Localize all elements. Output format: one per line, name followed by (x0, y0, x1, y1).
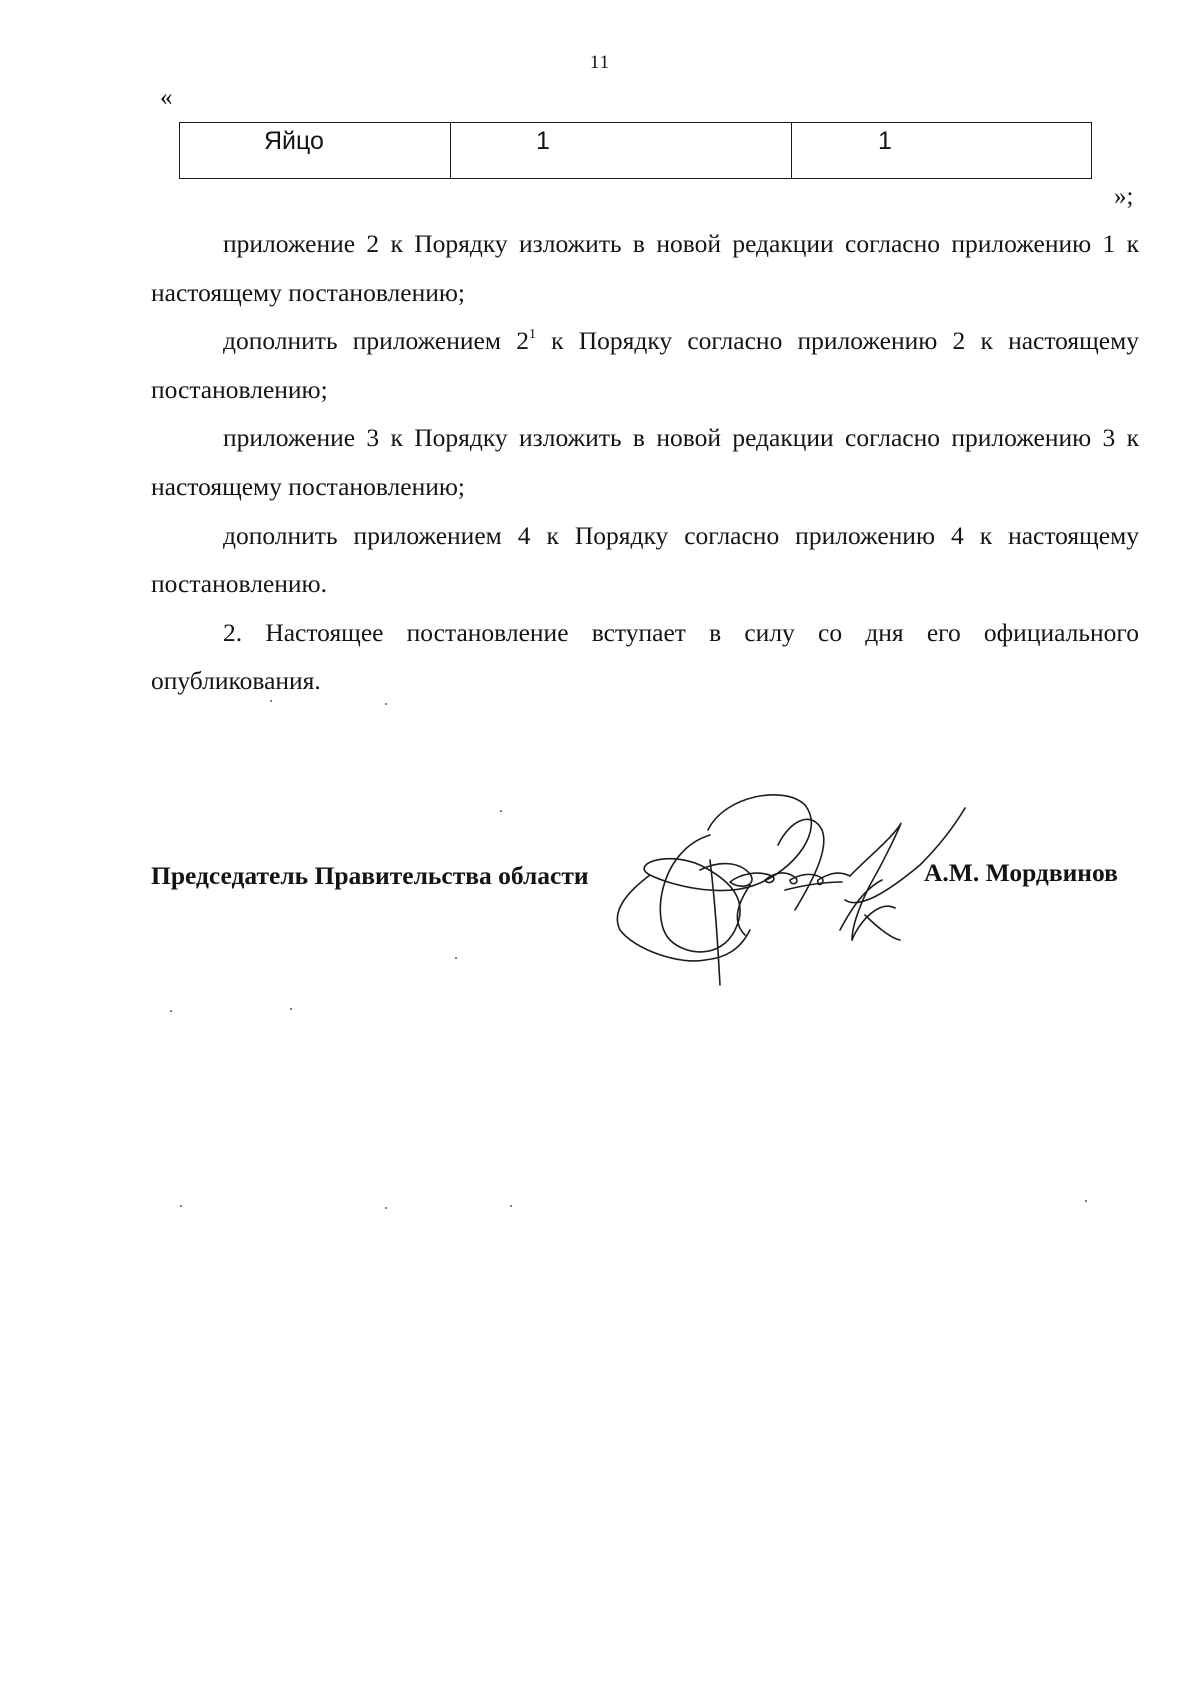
paragraph: 2. Настоящее постановление вступает в силу со дня его официального опубликования. (151, 617, 1139, 696)
table-cell-product: Яйцо (180, 123, 451, 179)
scan-speck (1085, 1200, 1087, 1202)
table-cell-value: 1 (792, 123, 1092, 179)
page-number: 11 (589, 52, 611, 73)
quoted-table (179, 122, 1092, 179)
scan-speck (510, 1205, 512, 1207)
scan-speck (500, 810, 502, 812)
superscript: 1 (528, 327, 536, 343)
signatory-title: Председатель Правительства области (151, 861, 589, 890)
scan-speck (180, 1205, 182, 1207)
scan-speck (170, 1010, 172, 1012)
paragraph (151, 317, 1139, 414)
paragraph: приложение 3 к Порядку изложить в новой редакции согласно приложению 3 к настоящему постановлению; (151, 423, 1139, 501)
table-row (180, 123, 1092, 179)
paragraph-text: к Порядку согласно приложению 2 к настоящему постановлению; (151, 326, 1139, 404)
signatory-name: А.М. Мордвинов (924, 858, 1118, 887)
scan-speck (385, 1207, 387, 1209)
scan-speck (270, 700, 272, 702)
scan-speck (290, 1008, 292, 1010)
table-cell-value: 1 (451, 123, 792, 179)
opening-quote-mark: « (160, 84, 173, 111)
scan-speck (385, 703, 387, 705)
paragraph: приложение 2 к Порядку изложить в новой редакции согласно приложению 1 к настоящему постановлению; (151, 229, 1139, 307)
paragraph-text: дополнить приложением 2 (223, 326, 529, 356)
closing-quote-mark: »; (1114, 183, 1134, 210)
scan-speck (455, 957, 457, 959)
handwritten-signature (590, 790, 970, 1000)
paragraph: дополнить приложением 4 к Порядку согласно приложению 4 к настоящему постановлению. (151, 520, 1139, 599)
document-body (151, 220, 1139, 706)
